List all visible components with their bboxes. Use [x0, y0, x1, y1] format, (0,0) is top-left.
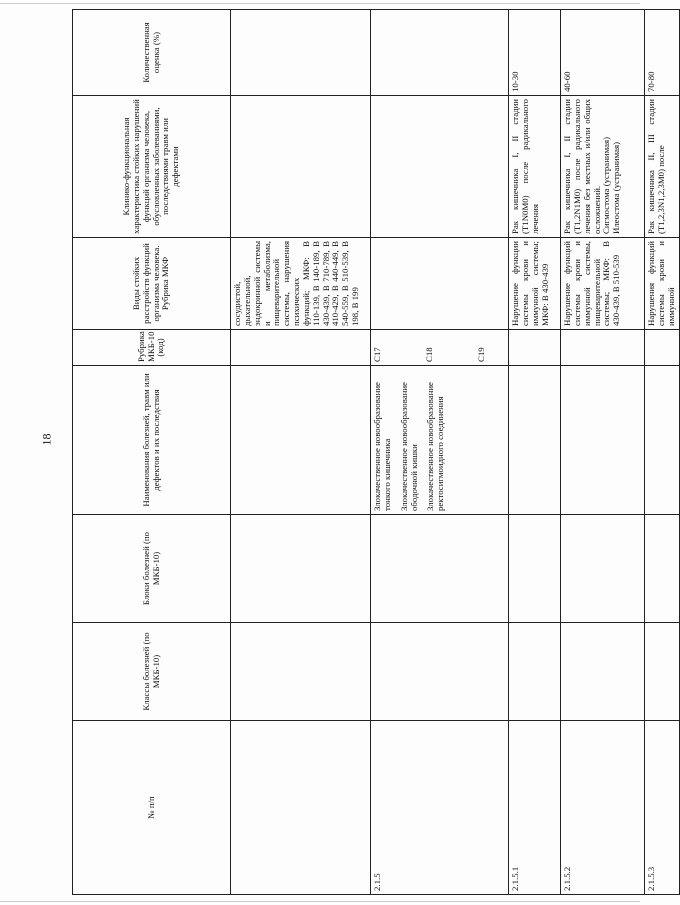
rotated-table-frame [72, 10, 676, 895]
row-number: 2.1.5 [371, 721, 509, 895]
disease-names [371, 366, 509, 515]
header-name: Наименования болезней, травм или дефектов и их последствия [73, 366, 231, 515]
disease-codes [371, 330, 509, 366]
header-num: № п/п [73, 721, 231, 895]
table-row [561, 10, 645, 895]
header-characteristic: Клинико-функциональная характеристика стойких нарушений функций организма человека, обусловленных заболеваниями, последствиями травм или дефектами [73, 96, 231, 238]
page-number: 18 [39, 433, 54, 446]
characteristic-text: Рак кишечника I, II стадии (T1,2N1M0) после радикального лечения без местных и/или общих осложнений. [562, 99, 602, 234]
disease-name: Злокачественное новообразование тонкого кишечника [372, 382, 392, 511]
rotated-table-area [72, 10, 676, 895]
score-value: 40-60 [561, 10, 645, 96]
table-row [509, 10, 561, 895]
table-header-row [73, 10, 231, 895]
clinical-characteristic: Рак кишечника II, III стадии (T1,2,3N1,2,3M0) после [645, 96, 680, 238]
header-blocks: Блоки болезней (по МКБ-10) [73, 515, 231, 623]
header-score: Количественная оценка (%) [73, 10, 231, 96]
table-row [645, 10, 680, 895]
impairment-types: Нарушения функций системы крови и иммунной [645, 238, 680, 330]
disease-name: Злокачественное новообразование ректосигмоидного соединения [425, 382, 446, 511]
disability-criteria-table [72, 9, 680, 895]
disease-name: Злокачественное новообразование ободочной кишки [398, 382, 419, 511]
row-number: 2.1.5.3 [645, 721, 680, 895]
disease-code: С19 [475, 347, 486, 362]
table-row [371, 10, 509, 895]
characteristic-text: Сигмостома (устранимая) [601, 136, 612, 234]
score-value: 70-80 [645, 10, 680, 96]
row-number: 2.1.5.2 [561, 721, 645, 895]
impairment-types: Нарушение функции системы крови и иммунной системы; МКФ: В 430-439 [509, 238, 561, 330]
disease-code: С18 [423, 347, 434, 362]
types-continuation: сосудистой, дыхательной, эндокринной системы и метаболизма, пищеварительной системы, нарушения психических функций; МКФ: В 110-139, В 140-189, В 430-439, В 710-789, В 410-429, В 440-449, В 540-559, В 510-539, В 198, В 199 [231, 238, 371, 330]
impairment-types: Нарушение функций системы крови и иммунной системы, пищеварительной системы; МКФ: В 430-439, В 510-539 [561, 238, 645, 330]
header-classes: Классы болезней (по МКБ-10) [73, 623, 231, 721]
characteristic-text: Илеостома (устранимая) [611, 141, 622, 234]
table-row [231, 10, 371, 895]
scan-edge-bottom [0, 901, 640, 902]
row-number: 2.1.5.1 [509, 721, 561, 895]
clinical-characteristic: Рак кишечника I, II стадии (T1N0M0) после радикального лечения [509, 96, 561, 238]
disease-code: С17 [372, 347, 382, 362]
clinical-characteristic [561, 96, 645, 238]
scan-edge-top [0, 3, 640, 4]
score-value: 10-30 [509, 10, 561, 96]
header-types: Виды стойких расстройств функций организма человека. Рубрика МКФ [73, 238, 231, 330]
header-rubric: Рубрика МКБ-10 (код) [73, 330, 231, 366]
